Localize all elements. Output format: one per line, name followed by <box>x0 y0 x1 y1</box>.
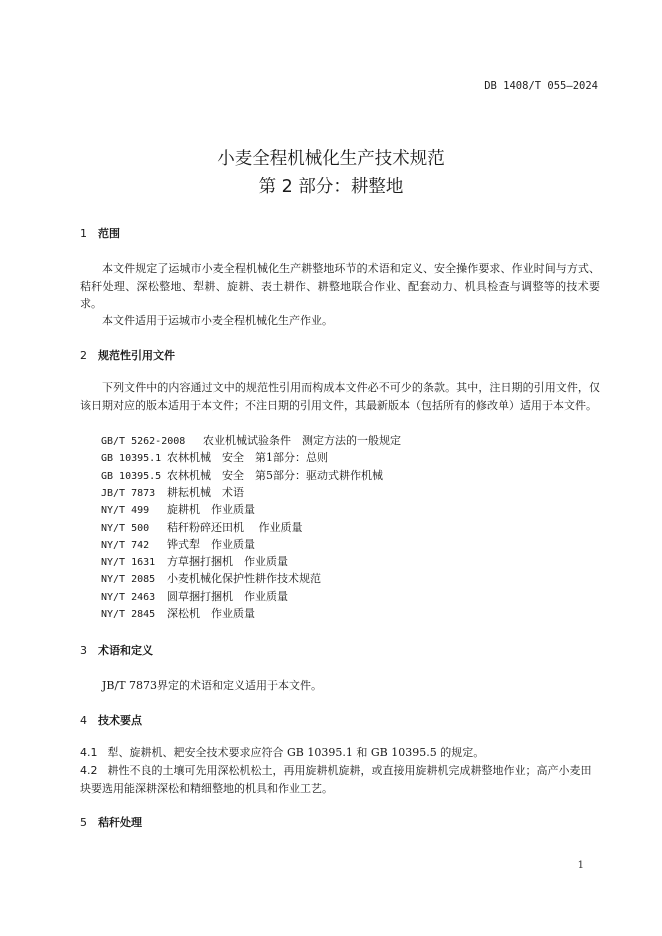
reference-code: GB 10395.5 <box>101 470 162 482</box>
reference-item <box>101 432 401 448</box>
reference-code: GB 10395.1 <box>101 453 162 465</box>
terms-paragraph: JB/T 7873界定的术语和定义适用于本文件。 <box>102 679 323 692</box>
section-heading-tech-points <box>80 712 142 728</box>
reference-title: 农林机械 安全 第1部分：总则 <box>167 451 328 465</box>
reference-title: 农林机械 安全 第5部分：驱动式耕作机械 <box>167 468 383 482</box>
reference-title: 方草捆打捆机 作业质量 <box>167 555 288 569</box>
section-number: 3 <box>80 644 87 657</box>
reference-code: NY/T 742 <box>101 539 150 551</box>
item-text: 犁、旋耕机、耙安全技术要求应符合 GB 10395.1 和 GB 10395.5 的规定。 <box>107 746 485 759</box>
reference-title: 圆草捆打捆机 作业质量 <box>167 589 288 603</box>
reference-item <box>101 588 288 604</box>
section-title: 范围 <box>98 227 120 240</box>
reference-title: 秸秆粉碎还田机 作业质量 <box>167 520 303 534</box>
reference-code: NY/T 500 <box>101 522 150 534</box>
reference-item <box>101 501 255 517</box>
reference-code: NY/T 1631 <box>101 557 156 569</box>
section-title: 技术要点 <box>98 714 142 727</box>
reference-item <box>101 553 288 569</box>
reference-code: NY/T 2085 <box>101 574 156 586</box>
reference-item <box>101 484 244 500</box>
section-title: 规范性引用文件 <box>98 349 175 362</box>
reference-title: 耕耘机械 术语 <box>167 485 244 499</box>
normative-intro-paragraph: 下列文件中的内容通过文中的规范性引用而构成本文件必不可少的条款。其中，注日期的引用文件，仅该日期对应的版本适用于本文件；不注日期的引用文件，其最新版本（包括所有的修改单）适用于本文件。 <box>80 381 600 412</box>
reference-code: NY/T 2463 <box>101 591 156 603</box>
section-heading-terms <box>80 642 153 658</box>
reference-title: 旋耕机 作业质量 <box>167 503 255 517</box>
reference-title: 小麦机械化保护性耕作技术规范 <box>167 572 321 586</box>
scope-paragraph-1: 本文件规定了运城市小麦全程机械化生产耕整地环节的术语和定义、安全操作要求、作业时间与方式、秸秆处理、深松整地、犁耕、旋耕、表土耕作、耕整地联合作业、配套动力、机具检查与调整等的技术要求。 <box>80 262 600 310</box>
document-title: 小麦全程机械化生产技术规范 <box>217 149 445 169</box>
reference-item <box>101 570 321 586</box>
document-code: DB 1408/T 055—2024 <box>484 80 598 92</box>
item-number: 4.2 <box>80 764 98 777</box>
reference-item <box>101 467 383 483</box>
reference-item <box>101 536 255 552</box>
item-number: 4.1 <box>80 746 98 759</box>
reference-code: JB/T 7873 <box>101 487 156 499</box>
tech-item-4-2 <box>80 762 600 797</box>
reference-code: GB/T 5262-2008 <box>101 436 186 447</box>
section-heading-scope <box>80 225 120 241</box>
section-number: 2 <box>80 349 87 362</box>
reference-title: 农业机械试验条件 测定方法的一般规定 <box>203 434 401 447</box>
section-heading-straw-treatment <box>80 814 142 830</box>
reference-title: 铧式犁 作业质量 <box>167 537 255 551</box>
reference-code: NY/T 2845 <box>101 609 156 620</box>
section-number: 4 <box>80 714 87 727</box>
document-subtitle: 第 2 部分：耕整地 <box>258 177 404 197</box>
item-text: 耕性不良的土壤可先用深松机松土，再用旋耕机旋耕，或直接用旋耕机完成耕整地作业；高产小麦田块要选用能深耕深松和精细整地的机具和作业工艺。 <box>80 764 592 795</box>
reference-item <box>101 605 255 621</box>
section-title: 秸秆处理 <box>98 816 142 829</box>
reference-item <box>101 449 328 465</box>
section-heading-normative-references <box>80 347 175 363</box>
reference-item <box>101 519 303 535</box>
reference-title: 深松机 作业质量 <box>167 607 255 620</box>
section-number: 5 <box>80 816 87 829</box>
tech-item-4-1 <box>80 744 600 762</box>
section-title: 术语和定义 <box>98 644 153 657</box>
page-number: 1 <box>577 860 584 871</box>
section-number: 1 <box>80 227 87 240</box>
scope-paragraph-2: 本文件适用于运城市小麦全程机械化生产作业。 <box>102 314 333 327</box>
reference-code: NY/T 499 <box>101 505 150 517</box>
